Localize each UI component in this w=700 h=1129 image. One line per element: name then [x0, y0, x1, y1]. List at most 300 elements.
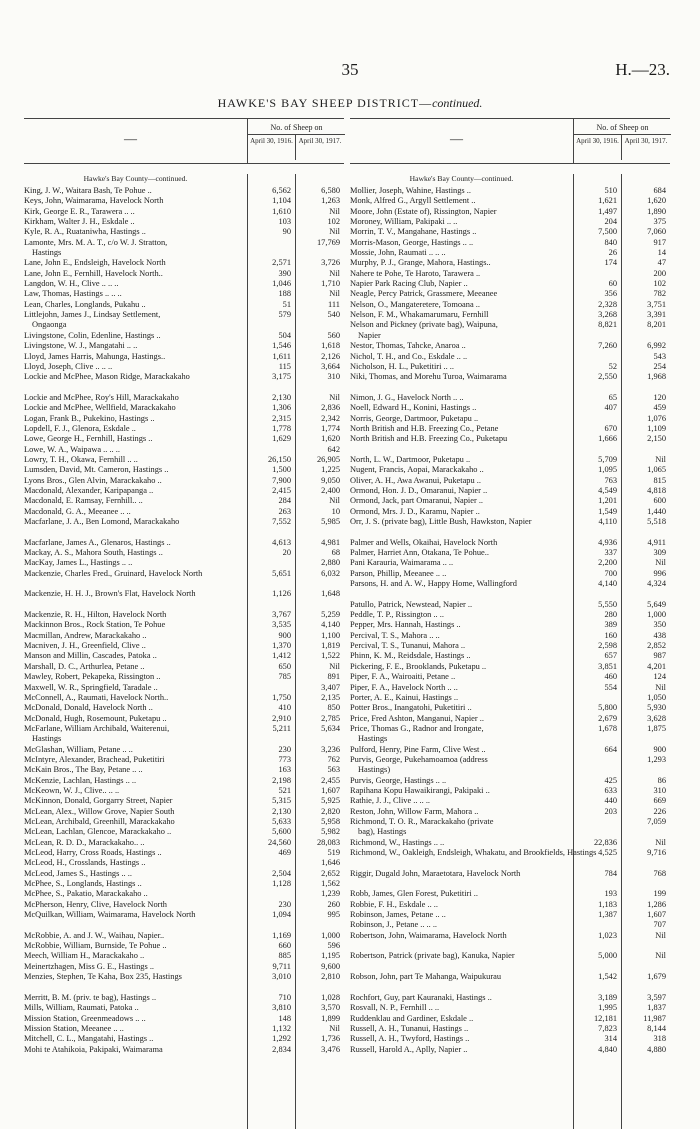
sheep-1917: 3,628	[647, 713, 666, 723]
table-row	[24, 745, 344, 755]
table-row	[350, 352, 670, 362]
sheep-1917: 917	[653, 237, 666, 247]
table-row	[24, 320, 344, 330]
table-row	[24, 765, 344, 775]
table-row	[24, 641, 344, 651]
table-row	[350, 796, 670, 806]
sheep-1916: 469	[278, 848, 291, 857]
owner-name: McRobbie, William, Burnside, Te Pohue ..	[24, 941, 167, 951]
sheep-1917: 6,032	[321, 568, 340, 578]
owner-name: Lockie and McPhee, Mason Ridge, Marackakaho	[24, 372, 190, 382]
table-row	[350, 827, 670, 837]
sheep-1916: 193	[604, 889, 617, 899]
owner-name: McFarlane, William Archibald, Waiterenui,	[24, 723, 170, 733]
sheep-1917: 4,981	[321, 537, 340, 547]
sheep-1917: 102	[653, 279, 666, 289]
sheep-1917: 519	[327, 848, 340, 857]
table-row	[350, 807, 670, 817]
owner-name: Nestor, Thomas, Tahcke, Anaroa ..	[350, 341, 466, 351]
table-row	[350, 248, 670, 258]
owner-name: Lane, John E., Endsleigh, Havelock North	[24, 258, 166, 268]
sheep-1917: 563	[327, 765, 340, 775]
table-row	[24, 310, 344, 320]
sheep-1916: 1,412	[272, 651, 291, 661]
sheep-1917: 996	[653, 568, 666, 578]
table-row	[350, 910, 670, 920]
table-row	[24, 579, 344, 589]
owner-name: McLeod, James S., Hastings .. ..	[24, 868, 132, 878]
table-row	[350, 817, 670, 827]
table-row	[24, 755, 344, 765]
table-row	[350, 383, 670, 393]
table-row	[350, 776, 670, 786]
sheep-1917: Nil	[329, 227, 340, 237]
sheep-1917: 310	[653, 785, 666, 795]
owner-name: Orr, J. S. (private bag), Little Bush, Hawkston, Napier	[350, 517, 532, 526]
owner-name: Mossie, John, Raumati .. .. ..	[350, 248, 446, 258]
sheep-1917: 5,982	[321, 827, 340, 837]
sheep-1917: 26,905	[316, 454, 340, 464]
table-row	[350, 269, 670, 279]
sheep-1917: 1,000	[647, 610, 666, 620]
owner-name: Phinn, K. M., Reidsdale, Hastings ..	[350, 651, 471, 661]
sheep-1916: 314	[604, 1034, 617, 1044]
sheep-1917: 7,059	[647, 816, 666, 826]
owner-name: Norris, George, Dartmoor, Puketapu ..	[350, 413, 479, 423]
table-row	[350, 951, 670, 961]
sheep-1917: 4,201	[647, 661, 666, 671]
owner-name: Livingstone, W. J., Mangatahi .. ..	[24, 341, 138, 351]
sheep-1917: 14	[657, 248, 666, 258]
sheep-1917: 1,225	[321, 465, 340, 475]
header-dash: —	[124, 131, 137, 146]
sheep-1916: 7,500	[598, 227, 617, 237]
owner-name: Livingstone, Colin, Edenline, Hastings ..	[24, 330, 161, 340]
sheep-1916: 115	[278, 361, 291, 371]
sheep-1917: 4,324	[647, 579, 666, 589]
sheep-1916: 773	[278, 754, 291, 764]
sheep-1917: 3,476	[321, 1044, 340, 1054]
sheep-1917: 1,646	[321, 858, 340, 868]
year-1917-header: April 30, 1917.	[624, 137, 668, 145]
table-row	[24, 817, 344, 827]
owner-name: Piper, F. A., Wairoaiti, Petane ..	[350, 672, 456, 682]
sheep-1917: 987	[653, 651, 666, 661]
sheep-1917: 254	[653, 361, 666, 371]
owner-name: North, L. W., Dartmoor, Puketapu ..	[350, 454, 471, 464]
sheep-1916: 650	[278, 661, 291, 671]
sheep-1917: 2,342	[321, 413, 340, 423]
sheep-1916: 280	[604, 610, 617, 620]
owner-name: Pani Karauria, Waimarama .. ..	[350, 558, 454, 568]
table-row	[350, 227, 670, 237]
table-row	[350, 289, 670, 299]
sheep-1917: 9,600	[321, 961, 340, 971]
sheep-1917: 6,992	[647, 341, 666, 351]
owner-name: Nelson, F. M., Whakamarumaru, Fernhill	[350, 310, 489, 320]
table-row	[350, 414, 670, 424]
sheep-1916: 1,094	[272, 910, 291, 920]
table-row	[24, 331, 344, 341]
sheep-1916: 633	[604, 785, 617, 795]
owner-name: Hastings	[358, 734, 388, 744]
owner-name: Logan, Frank B., Pukekino, Hastings ..	[24, 413, 155, 423]
table-row	[350, 1003, 670, 1013]
sheep-1916: 3,189	[598, 992, 617, 1002]
sheep-1916: 1,546	[272, 341, 291, 351]
table-row	[24, 186, 344, 196]
table-row	[24, 455, 344, 465]
sheep-1916: 51	[282, 299, 291, 309]
table-row	[24, 610, 344, 620]
owner-name: Neagle, Percy Patrick, Grassmere, Meeanee	[350, 289, 498, 299]
sheep-1917: 5,634	[321, 723, 340, 733]
table-row	[350, 310, 670, 320]
sheep-1917: 4,880	[647, 1044, 666, 1054]
table-row	[24, 972, 344, 982]
sheep-1916: 4,936	[598, 537, 617, 547]
owner-name: Price, Fred Ashton, Manganui, Napier ..	[350, 713, 484, 723]
page-title	[0, 96, 700, 111]
owner-name: McLean, Archibald, Greenhill, Marackakaho	[24, 816, 175, 826]
header-dash: —	[450, 131, 463, 146]
sheep-1916: 4,840	[598, 1044, 617, 1054]
sheep-1916: 407	[604, 403, 617, 413]
table-row	[350, 507, 670, 517]
table-row	[350, 972, 670, 982]
table-row	[24, 1003, 344, 1013]
sheep-1917: Nil	[329, 496, 340, 506]
sheep-1917: 1,679	[647, 972, 666, 982]
table-row	[350, 786, 670, 796]
table-row	[350, 993, 670, 1003]
sheep-1916: 2,130	[272, 392, 291, 402]
owner-name: Richmond, T. O. R., Marackakaho (private	[350, 816, 494, 826]
sheep-1916: 1,611	[272, 351, 291, 361]
sheep-1916: 710	[278, 992, 291, 1002]
sheep-1916: 2,130	[272, 806, 291, 816]
sheep-1916: 1,750	[272, 692, 291, 702]
sheep-1917: 1,239	[321, 889, 340, 899]
sheep-1916: 657	[604, 651, 617, 661]
table-row	[24, 476, 344, 486]
owner-name: Palmer, Harriet Ann, Otakana, Te Pohue..	[350, 548, 489, 558]
sheep-1917: Nil	[655, 951, 666, 961]
sheep-1916: 1,046	[272, 279, 291, 289]
document-reference: H.—23.	[615, 60, 670, 79]
owner-name: Lowry, T. H., Okawa, Fernhill .. ..	[24, 454, 138, 464]
sheep-1917: 1,293	[647, 754, 666, 764]
owner-name: Nichol, T. H., and Co., Eskdale .. ..	[350, 351, 468, 361]
sheep-1916: 510	[604, 186, 617, 195]
table-row	[24, 951, 344, 961]
owner-name: Robertson, Patrick (private bag), Kanuka, Napier	[350, 951, 515, 961]
table-row	[24, 300, 344, 310]
sheep-1917: Nil	[329, 392, 340, 402]
owner-name: Moroney, William, Pakipaki .. ..	[350, 217, 458, 227]
sheep-1916: 22,836	[593, 837, 617, 847]
owner-name: North British and H.B. Freezing Co., Petane	[350, 423, 499, 433]
sheep-1917: 1,736	[321, 1034, 340, 1044]
table-row	[24, 279, 344, 289]
sheep-1917: 309	[653, 548, 666, 558]
sheep-1916: 3,175	[272, 372, 291, 382]
table-row	[24, 993, 344, 1003]
table-row	[350, 693, 670, 703]
table-row	[24, 414, 344, 424]
owner-name: Russell, Harold A., Aplly, Napier ..	[350, 1044, 468, 1054]
table-row	[24, 496, 344, 506]
sheep-1917: 124	[653, 672, 666, 682]
table-row	[24, 445, 344, 455]
sheep-1916: 356	[604, 289, 617, 299]
sheep-1917: 600	[653, 496, 666, 506]
sheep-1917: 438	[653, 630, 666, 640]
table-row	[24, 776, 344, 786]
owner-name: Mackenzie, Charles Fred., Gruinard, Havelock North	[24, 568, 203, 578]
sheep-1916: 1,497	[598, 206, 617, 216]
owner-name: Parsons, H. and A. W., Happy Home, Wallingford	[350, 579, 517, 589]
sheep-1917: 200	[653, 268, 666, 278]
owner-name: Kirk, George E. R., Tarawera .. ..	[24, 206, 135, 216]
sheep-1917: Nil	[655, 558, 666, 568]
table-row	[350, 279, 670, 289]
sheep-1916: 390	[278, 268, 291, 278]
sheep-1916: 5,709	[598, 454, 617, 464]
sheep-1917: 1,607	[647, 910, 666, 920]
table-row	[24, 858, 344, 868]
sheep-1916: 204	[604, 217, 617, 227]
sheep-1916: 700	[604, 568, 617, 578]
sheep-1917: 1,195	[321, 951, 340, 961]
owner-name: Morris-Mason, George, Hastings .. ..	[350, 237, 474, 247]
owner-name: Kyle, R. A., Ruataniwha, Hastings ..	[24, 227, 146, 237]
owner-name: Lean, Charles, Longlands, Pukahu ..	[24, 299, 146, 309]
sheep-1916: 230	[278, 744, 291, 754]
sheep-1917: 560	[327, 330, 340, 340]
sheep-1916: 3,268	[598, 310, 617, 320]
table-row	[350, 931, 670, 941]
sheep-1916: 5,651	[272, 568, 291, 578]
table-row	[24, 910, 344, 920]
sheep-1917: 1,607	[321, 785, 340, 795]
owner-name: Monk, Alfred G., Argyll Settlement ..	[350, 196, 476, 206]
owner-name: Noell, Edward H., Konini, Hastings ..	[350, 403, 477, 413]
sheep-1917: 8,201	[647, 320, 666, 330]
left-table-body	[24, 174, 344, 1129]
table-row	[350, 465, 670, 475]
sheep-1917: 1,618	[321, 341, 340, 351]
sheep-1916: 5,550	[598, 599, 617, 609]
owner-name: McLean, Lachlan, Glencoe, Marackakaho ..	[24, 827, 172, 837]
table-row	[24, 807, 344, 817]
sheep-1917: Nil	[329, 268, 340, 278]
owner-name: Piper, F. A., Havelock North .. ..	[350, 682, 458, 692]
sheep-1916: 664	[604, 744, 617, 754]
table-row	[24, 889, 344, 899]
sheep-1917: 6,580	[321, 186, 340, 195]
table-row	[24, 786, 344, 796]
owner-name: Mackay, A. S., Mahora South, Hastings ..	[24, 548, 163, 558]
sheep-1917: 102	[327, 217, 340, 227]
sheep-1916: 389	[604, 620, 617, 630]
table-row	[24, 269, 344, 279]
sheep-1917: 5,930	[647, 703, 666, 713]
title-main: HAWKE'S BAY SHEEP DISTRICT—	[217, 96, 433, 110]
table-row	[24, 341, 344, 351]
table-row	[24, 838, 344, 848]
table-row	[24, 424, 344, 434]
table-row	[24, 683, 344, 693]
sheep-1917: 768	[653, 868, 666, 878]
sheep-1916: 1,183	[598, 899, 617, 909]
owner-name: McPherson, Henry, Clive, Havelock North	[24, 899, 167, 909]
owner-name: Lamonte, Mrs. M. A. T., c/o W. J. Stratton,	[24, 237, 168, 247]
sheep-1917: 1,819	[321, 641, 340, 651]
sheep-1917: 260	[327, 899, 340, 909]
sheep-1916: 160	[604, 630, 617, 640]
table-row	[350, 476, 670, 486]
table-row	[350, 889, 670, 899]
owner-name: Ormond, Hon. J. D., Omaranui, Napier ..	[350, 485, 488, 495]
owner-name: Manson and Millin, Cascades, Patoka ..	[24, 651, 157, 661]
table-row	[350, 455, 670, 465]
sheep-1916: 230	[278, 899, 291, 909]
owner-name: Nugent, Francis, Aopai, Marackakaho ..	[350, 465, 484, 475]
sheep-1917: 310	[327, 372, 340, 382]
table-row	[24, 879, 344, 889]
table-row	[350, 589, 670, 599]
owner-name: Nahere te Pohe, Te Haroto, Tarawera ..	[350, 268, 481, 278]
sheep-1917: Nil	[655, 837, 666, 847]
owner-name: Porter, A. E., Kainui, Hastings ..	[350, 692, 459, 702]
owner-name: Russell, A. H., Tunanui, Hastings ..	[350, 1023, 469, 1033]
sheep-1916: 784	[604, 868, 617, 878]
table-row	[24, 1024, 344, 1034]
sheep-1917: 1,100	[321, 630, 340, 640]
owner-name: Mackinnon Bros., Rock Station, Te Pohue	[24, 620, 166, 630]
owner-name: MacKay, James L., Hastings .. ..	[24, 558, 133, 568]
owner-name: Macniven, J. H., Greenfield, Clive ..	[24, 641, 146, 651]
sheep-1916: 1,095	[598, 465, 617, 475]
table-row	[24, 631, 344, 641]
owner-name: Ongaonga	[32, 320, 67, 330]
table-row	[24, 848, 344, 858]
table-row	[24, 662, 344, 672]
sheep-1917: 2,852	[647, 641, 666, 651]
sheep-1917: 1,562	[321, 879, 340, 889]
sheep-1917: 642	[327, 444, 340, 454]
owner-name: Mission Station, Meeanee .. ..	[24, 1023, 124, 1033]
owner-name: Mission Station, Greenmeadows .. ..	[24, 1013, 146, 1023]
owner-name: Meech, William H., Marackakaho ..	[24, 951, 145, 961]
sheep-1917: 3,236	[321, 744, 340, 754]
owner-name: Kirkham, Walter J. H., Eskdale ..	[24, 217, 135, 227]
owner-name: Menzies, Stephen, Te Kaha, Box 235, Hastings	[24, 972, 182, 982]
sheep-1917: 2,126	[321, 351, 340, 361]
sheep-1917: 226	[653, 806, 666, 816]
owner-name: McConnell, A., Raumati, Havelock North..	[24, 692, 169, 702]
sheep-1916: 1,666	[598, 434, 617, 444]
sheep-1917: 318	[653, 1034, 666, 1044]
owner-name: Langdon, W. H., Clive .. .. ..	[24, 279, 119, 289]
year-1916-header: April 30, 1916.	[574, 134, 622, 160]
owner-name: McDonald, Donald, Havelock North ..	[24, 703, 153, 713]
owner-name: Nelson, O., Mangateretere, Tomoana ..	[350, 299, 480, 309]
sheep-1916: 1,621	[598, 196, 617, 206]
owner-name: Lockie and McPhee, Wellfield, Marackakaho	[24, 403, 176, 413]
sheep-1917: 1,890	[647, 206, 666, 216]
owner-name: Peddle, T. P., Rissington .. ..	[350, 610, 444, 620]
sheep-1916: 2,550	[598, 372, 617, 382]
table-row	[24, 383, 344, 393]
owner-name: Lloyd, Joseph, Clive .. .. ..	[24, 361, 113, 371]
sheep-1916: 203	[604, 806, 617, 816]
table-row	[350, 486, 670, 496]
sheep-1916: 410	[278, 703, 291, 713]
sheep-1917: 1,620	[321, 434, 340, 444]
table-row	[24, 258, 344, 268]
owner-name: Hastings)	[358, 765, 391, 775]
table-row	[350, 714, 670, 724]
sheep-1917: 5,985	[321, 517, 340, 526]
owner-name: Hastings	[32, 734, 62, 744]
table-row	[350, 1045, 670, 1055]
sheep-1917: 7,060	[647, 227, 666, 237]
owner-name: Reston, John, Willow Farm, Mahora ..	[350, 806, 479, 816]
owner-name: Ormond, Mrs. J. D., Karamu, Napier ..	[350, 506, 480, 516]
sheep-1916: 1,778	[272, 423, 291, 433]
sheep-1916: 65	[608, 392, 617, 402]
owner-name: Mackenzie, R. H., Hilton, Havelock North	[24, 610, 167, 620]
sheep-1917: Nil	[329, 1023, 340, 1033]
sheep-1916: 3,010	[272, 972, 291, 982]
right-table	[350, 118, 670, 1129]
table-row	[350, 982, 670, 992]
table-row	[350, 445, 670, 455]
sheep-1916: 7,260	[598, 341, 617, 351]
owner-name: Lane, John E., Fernhill, Havelock North..	[24, 268, 163, 278]
county-heading: Hawke's Bay County—continued.	[83, 174, 188, 183]
sheep-1917: 540	[327, 310, 340, 320]
sheep-1917: 199	[653, 889, 666, 899]
table-row	[24, 207, 344, 217]
sheep-1916: 554	[604, 682, 617, 692]
table-row	[350, 403, 670, 413]
sheep-1917: 2,652	[321, 868, 340, 878]
sheep-1916: 2,910	[272, 713, 291, 723]
owner-name: Meinertzhagen, Miss G. E., Hastings ..	[24, 961, 155, 971]
owner-name: McKain Bros., The Bay, Petane .. ..	[24, 765, 143, 775]
owner-name: Mackenzie, H. H. J., Brown's Flat, Havelock North	[24, 589, 196, 599]
sheep-1916: 2,834	[272, 1044, 291, 1054]
sheep-1917: 669	[653, 796, 666, 806]
table-row	[350, 517, 670, 527]
table-row	[350, 372, 670, 382]
sheep-1917: 1,109	[647, 423, 666, 433]
owner-name: Macfarlane, James A., Glenaros, Hastings ..	[24, 537, 171, 547]
sheep-1916: 504	[278, 330, 291, 340]
sheep-1916: 3,767	[272, 610, 291, 620]
table-row	[24, 672, 344, 682]
table-row	[350, 558, 670, 568]
sheep-1916: 660	[278, 941, 291, 951]
owner-name: King, J. W., Waitara Bash, Te Pohue ..	[24, 186, 152, 195]
owner-name: Law, Thomas, Hastings .. .. ..	[24, 289, 122, 299]
sheep-1917: Nil	[655, 930, 666, 940]
table-row	[24, 569, 344, 579]
sheep-1916: 90	[282, 227, 291, 237]
